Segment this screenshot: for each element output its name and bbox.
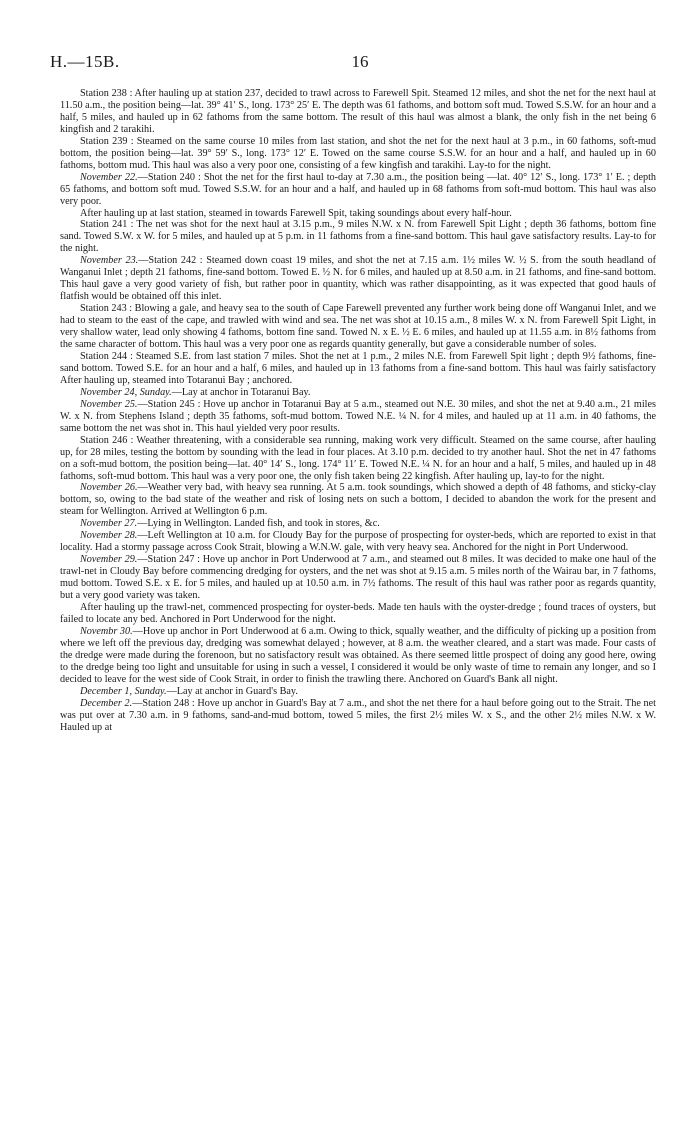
entry-date: December 1, Sunday. [80,685,167,697]
entry-date: December 2. [80,697,133,709]
paragraph: November 26.—Weather very bad, with heavy sea running. At 5 a.m. took soundings, which showed a depth of 48 fathoms, and sticky-clay bottom, so, owing to the bad state of the weather and risk of losing nets on such a bottom, I decided to abandon the work for the present and steam for Wellington. Arrived at Wellington 6 p.m. [60,482,656,518]
report-body [60,88,656,733]
paragraph: After hauling up the trawl-net, commenced prospecting for oyster-beds. Made ten hauls with the oyster-dredge ; found traces of oysters, but failed to locate any bed. Anchored in Port Underwood for the night. [60,601,656,625]
paragraph: Station 243 : Blowing a gale, and heavy sea to the south of Cape Farewell prevented any further work being done off Wanganui Inlet, and we had to steam to the east of the cape, and trawled with wind and sea. The net was shot at 10.15 a.m., 8 miles W. x N. from Farewell Spit Light, in very shallow water, lead only showing 4 fathoms, bottom fine sand. Towed N. x E. ½ E. 6 miles, and hauled up at 11.55 a.m. in 8½ fathoms from the same character of bottom. This haul was a very poor one as regards quantity generally, but gave a considerable number of soles. [60,303,656,351]
report-reference: H.—15B. [50,52,120,71]
entry-date: November 26. [80,482,138,494]
paragraph: December 1, Sunday.—Lay at anchor in Guard's Bay. [80,685,298,697]
entry-date: Novembr 30. [80,625,133,637]
paragraph: November 27.—Lying in Wellington. Landed fish, and took in stores, &c. [80,518,380,530]
paragraph: Station 239 : Steamed on the same course 10 miles from last station, and shot the net for the next haul at 3 p.m., in 60 fathoms, soft-mud bottom, the position being—lat. 39° 59′ S., long. 173° 12′ E. Towed on the same course S.S.W. for an hour and a half, and hauled up in 60 fathoms, bottom mud. This haul was also a very poor one, consisting of a few kingfish and tarakihi. Lay-to for the night. [60,135,656,171]
entry-date: November 28. [80,530,138,542]
entry-date: November 23. [80,255,139,267]
paragraph: After hauling up at last station, steamed in towards Farewell Spit, taking soundings about every half-hour. [80,207,512,219]
paragraph: November 29.—Station 247 : Hove up anchor in Port Underwood at 7 a.m., and steamed out 8 miles. It was decided to make one haul of the trawl-net in Cloudy Bay before commencing dredging for oysters, and the net was shot at 9.15 a.m. 5 miles north of the Wairau bar, in 7 fathoms, mud bottom. Towed S.E. x E. for 5 miles, and hauled up at 10.50 a.m. in 7½ fathoms. The result of this haul was rather poor as regards quantity, but a very good variety was taken. [60,554,656,602]
paragraph: Station 246 : Weather threatening, with a considerable sea running, making work very difficult. Steamed on the same course, after hauling up, for 28 miles, testing the bottom by sounding with the lead in four places. At 3.10 p.m. decided to try another haul. Shot the net in 47 fathoms on a soft-mud bottom, the position being—lat. 40° 14′ S., long. 174° 11′ E. Towed N.E. ¼ N. for an hour and a half, 5 miles, and hauled up in 48 fathoms, soft-mud bottom. This haul was a very poor one, the only fish taken being 22 kingfish. After hauling up, lay-to for the night. [60,434,656,482]
page-number: 16 [351,52,369,71]
entry-date: November 27. [80,518,138,530]
paragraph: November 23.—Station 242 : Steamed down coast 19 miles, and shot the net at 7.15 a.m. 1½ miles W. ½ S. from the south headland of Wanganui Inlet ; depth 21 fathoms, fine-sand bottom. Towed E. ½ N. for 6 miles, and hauled up at 8.50 a.m. in 21 fathoms, and fine-sand bottom. This haul gave a very good variety of fish, but rather poor in quantity, which was rather disappointing, as it was expected that good hauls of flatfish would be obtained off this inlet. [60,255,656,303]
paragraph: Station 244 : Steamed S.E. from last station 7 miles. Shot the net at 1 p.m., 2 miles N.E. from Farewell Spit light ; depth 9½ fathoms, fine-sand bottom. Towed S.E. for an hour and a half, 6 miles, and hauled up in 13 fathoms from a fine-sand bottom. This haul was fairly satisfactory After hauling up, steamed into Totaranui Bay ; anchored. [60,350,656,386]
paragraph: Station 241 : The net was shot for the next haul at 3.15 p.m., 9 miles N.W. x N. from Farewell Spit Light ; depth 36 fathoms, bottom fine sand. Towed S.W. x W. for 5 miles, and hauled up at 5 p.m. in 11 fathoms from a fine-sand bottom. This haul gave satisfactory results. Lay-to for the night. [60,219,656,255]
page-header [50,52,670,76]
paragraph: Station 238 : After hauling up at station 237, decided to trawl across to Farewell Spit. Steamed 12 miles, and shot the net for the next haul at 11.50 a.m., the position being—lat. 39° 41′ S., long. 173° 25′ E. The depth was 61 fathoms, and bottom soft mud. Towed S.S.W. for an hour and a half, 5 miles, and hauled up in 62 fathoms from the same bottom. The result of this haul was almost a blank, the only fish in the net being 6 kingfish and 2 tarakihi. [60,88,656,135]
paragraph: November 28.—Left Wellington at 10 a.m. for Cloudy Bay for the purpose of prospecting for oyster-beds, which are reported to exist in that locality. Had a stormy passage across Cook Strait, blowing a W.N.W. gale, with very heavy sea. Anchored for the night in Port Underwood. [60,530,656,554]
paragraph: November 25.—Station 245 : Hove up anchor in Totaranui Bay at 5 a.m., steamed out N.E. 30 miles, and shot the net at 9.40 a.m., 21 miles W. x N. from Stephens Island ; depth 35 fathoms, soft-mud bottom. Towed N.E. ¼ N. for 4 miles, and hauled up at 11 a.m. in 40 fathoms, the same bottom the net was shot in. This haul yielded very poor results. [60,398,656,434]
paragraph: December 2.—Station 248 : Hove up anchor in Guard's Bay at 7 a.m., and shot the net there for a haul before going out to the Strait. The net was put over at 7.30 a.m. in 9 fathoms, sand-and-mud bottom, towed 5 miles, the first 2½ miles W. x S., and the other 2½ miles N.W. x W. Hauled up at [60,697,656,733]
paragraph: November 24, Sunday.—Lay at anchor in Totaranui Bay. [80,386,311,398]
paragraph: November 22.—Station 240 : Shot the net for the first haul to-day at 7.30 a.m., the position being —lat. 40° 12′ S., long. 173° 1′ E. ; depth 65 fathoms, and bottom soft mud. Towed S.S.W. for an hour and a half, and hauled up in 68 fathoms from soft-mud bottom. This haul was also very poor. [60,171,656,207]
entry-date: November 22. [80,171,138,183]
entry-date: November 29. [80,554,138,566]
paragraph: Novembr 30.—Hove up anchor in Port Underwood at 6 a.m. Owing to thick, squally weather, and the difficulty of picking up a position from where we left off the previous day, dredging was somewhat delayed ; however, at 8 a.m. the weather cleared, and a start was made. Four casts of the dredge were made during the forenoon, but no satisfactory result was obtained. As there seemed little prospect of doing any good here, owing to the dredge being too light and unsuitable for using in such a vessel, I considered it would be only waste of time to remain any longer, and so I decided to leave for the west side of Cook Strait, in order to finish the trawling there. Anchored on Guard's Bank all night. [60,625,656,685]
entry-date: November 24, Sunday. [80,386,172,398]
entry-date: November 25. [80,398,138,410]
